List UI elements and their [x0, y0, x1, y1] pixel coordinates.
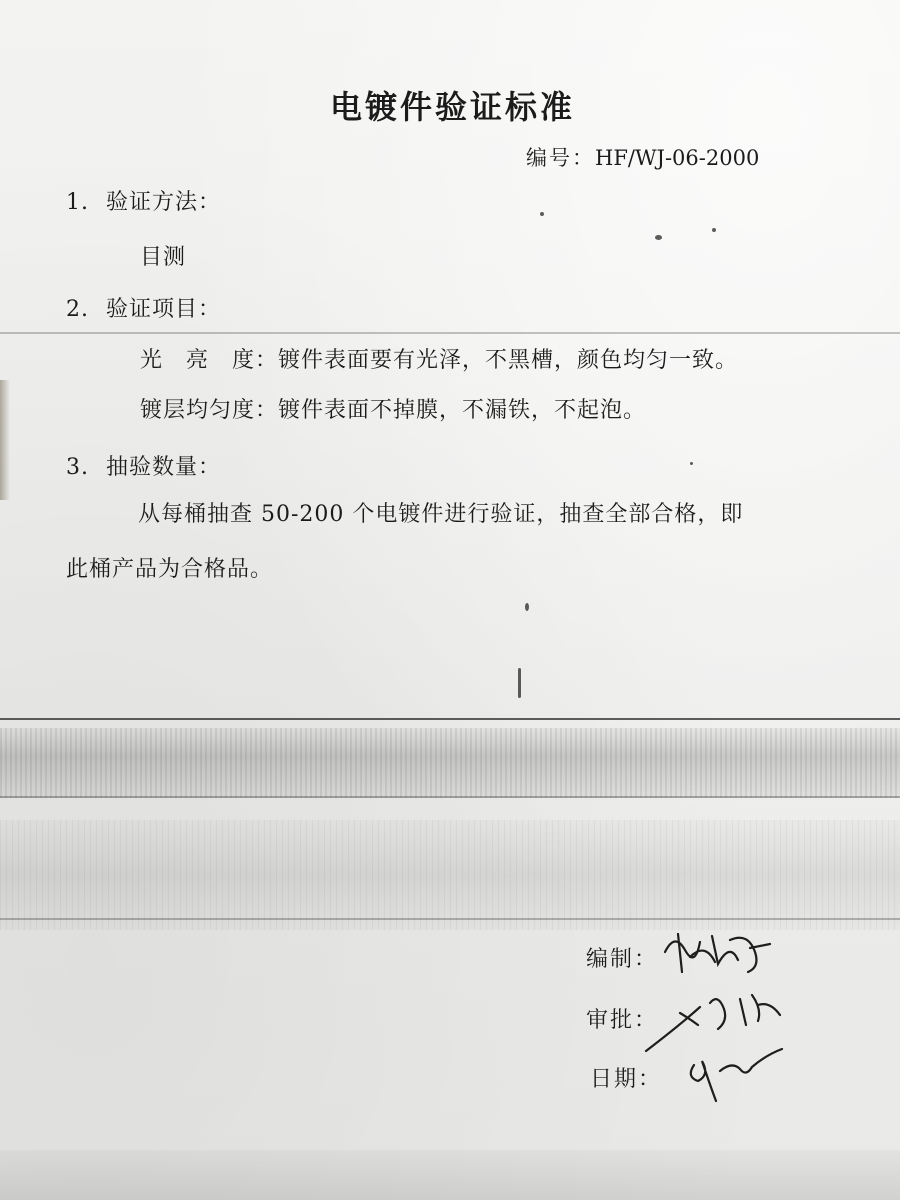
- approved-by-label: 审批：: [586, 1008, 659, 1033]
- copy-artifact-band: [0, 820, 900, 930]
- section-heading-text: 抽验数量：: [106, 455, 222, 480]
- toner-speck: [525, 603, 529, 611]
- prepared-by-signature: [660, 922, 780, 982]
- section-2-line-1: 光 亮 度：镀件表面要有光泽，不黑槽，颜色均匀一致。: [140, 348, 739, 373]
- section-number: 2.: [66, 297, 89, 322]
- prepared-by-label: 编制：: [586, 947, 659, 972]
- section-3-line-2: 此桶产品为合格品。: [66, 557, 274, 582]
- paper-edge-shadow: [0, 380, 10, 500]
- section-1-line-1: 目测: [140, 245, 187, 270]
- section-1-heading: [66, 185, 221, 216]
- document-number-label: 编号：: [526, 146, 595, 170]
- date-label: 日期：: [590, 1067, 663, 1092]
- document-number: [526, 142, 759, 172]
- section-number: 3.: [66, 455, 89, 480]
- section-3-line-1: 从每桶抽查 50-200 个电镀件进行验证，抽查全部合格，即: [138, 502, 744, 527]
- section-number: 1.: [66, 190, 89, 215]
- date-signature: [680, 1035, 790, 1110]
- copy-artifact-line: [0, 718, 900, 720]
- section-heading-text: 验证方法：: [106, 190, 222, 215]
- copy-artifact-line: [0, 918, 900, 920]
- section-3-heading: [66, 450, 221, 481]
- toner-speck: [655, 235, 662, 240]
- toner-streak: [518, 668, 521, 698]
- copy-artifact-line: [0, 332, 900, 334]
- document-number-value: HF/WJ-06-2000: [595, 146, 760, 170]
- toner-speck: [690, 462, 693, 465]
- document-title: 电镀件验证标准: [330, 88, 576, 126]
- toner-speck: [712, 228, 716, 232]
- section-heading-text: 验证项目：: [106, 297, 222, 322]
- copy-artifact-line: [0, 796, 900, 798]
- section-2-line-2: 镀层均匀度：镀件表面不掉膜，不漏铁，不起泡。: [140, 398, 647, 423]
- copy-artifact-band: [0, 728, 900, 798]
- section-2-heading: [66, 292, 221, 323]
- toner-speck: [540, 212, 544, 216]
- copy-artifact-band: [0, 1150, 900, 1200]
